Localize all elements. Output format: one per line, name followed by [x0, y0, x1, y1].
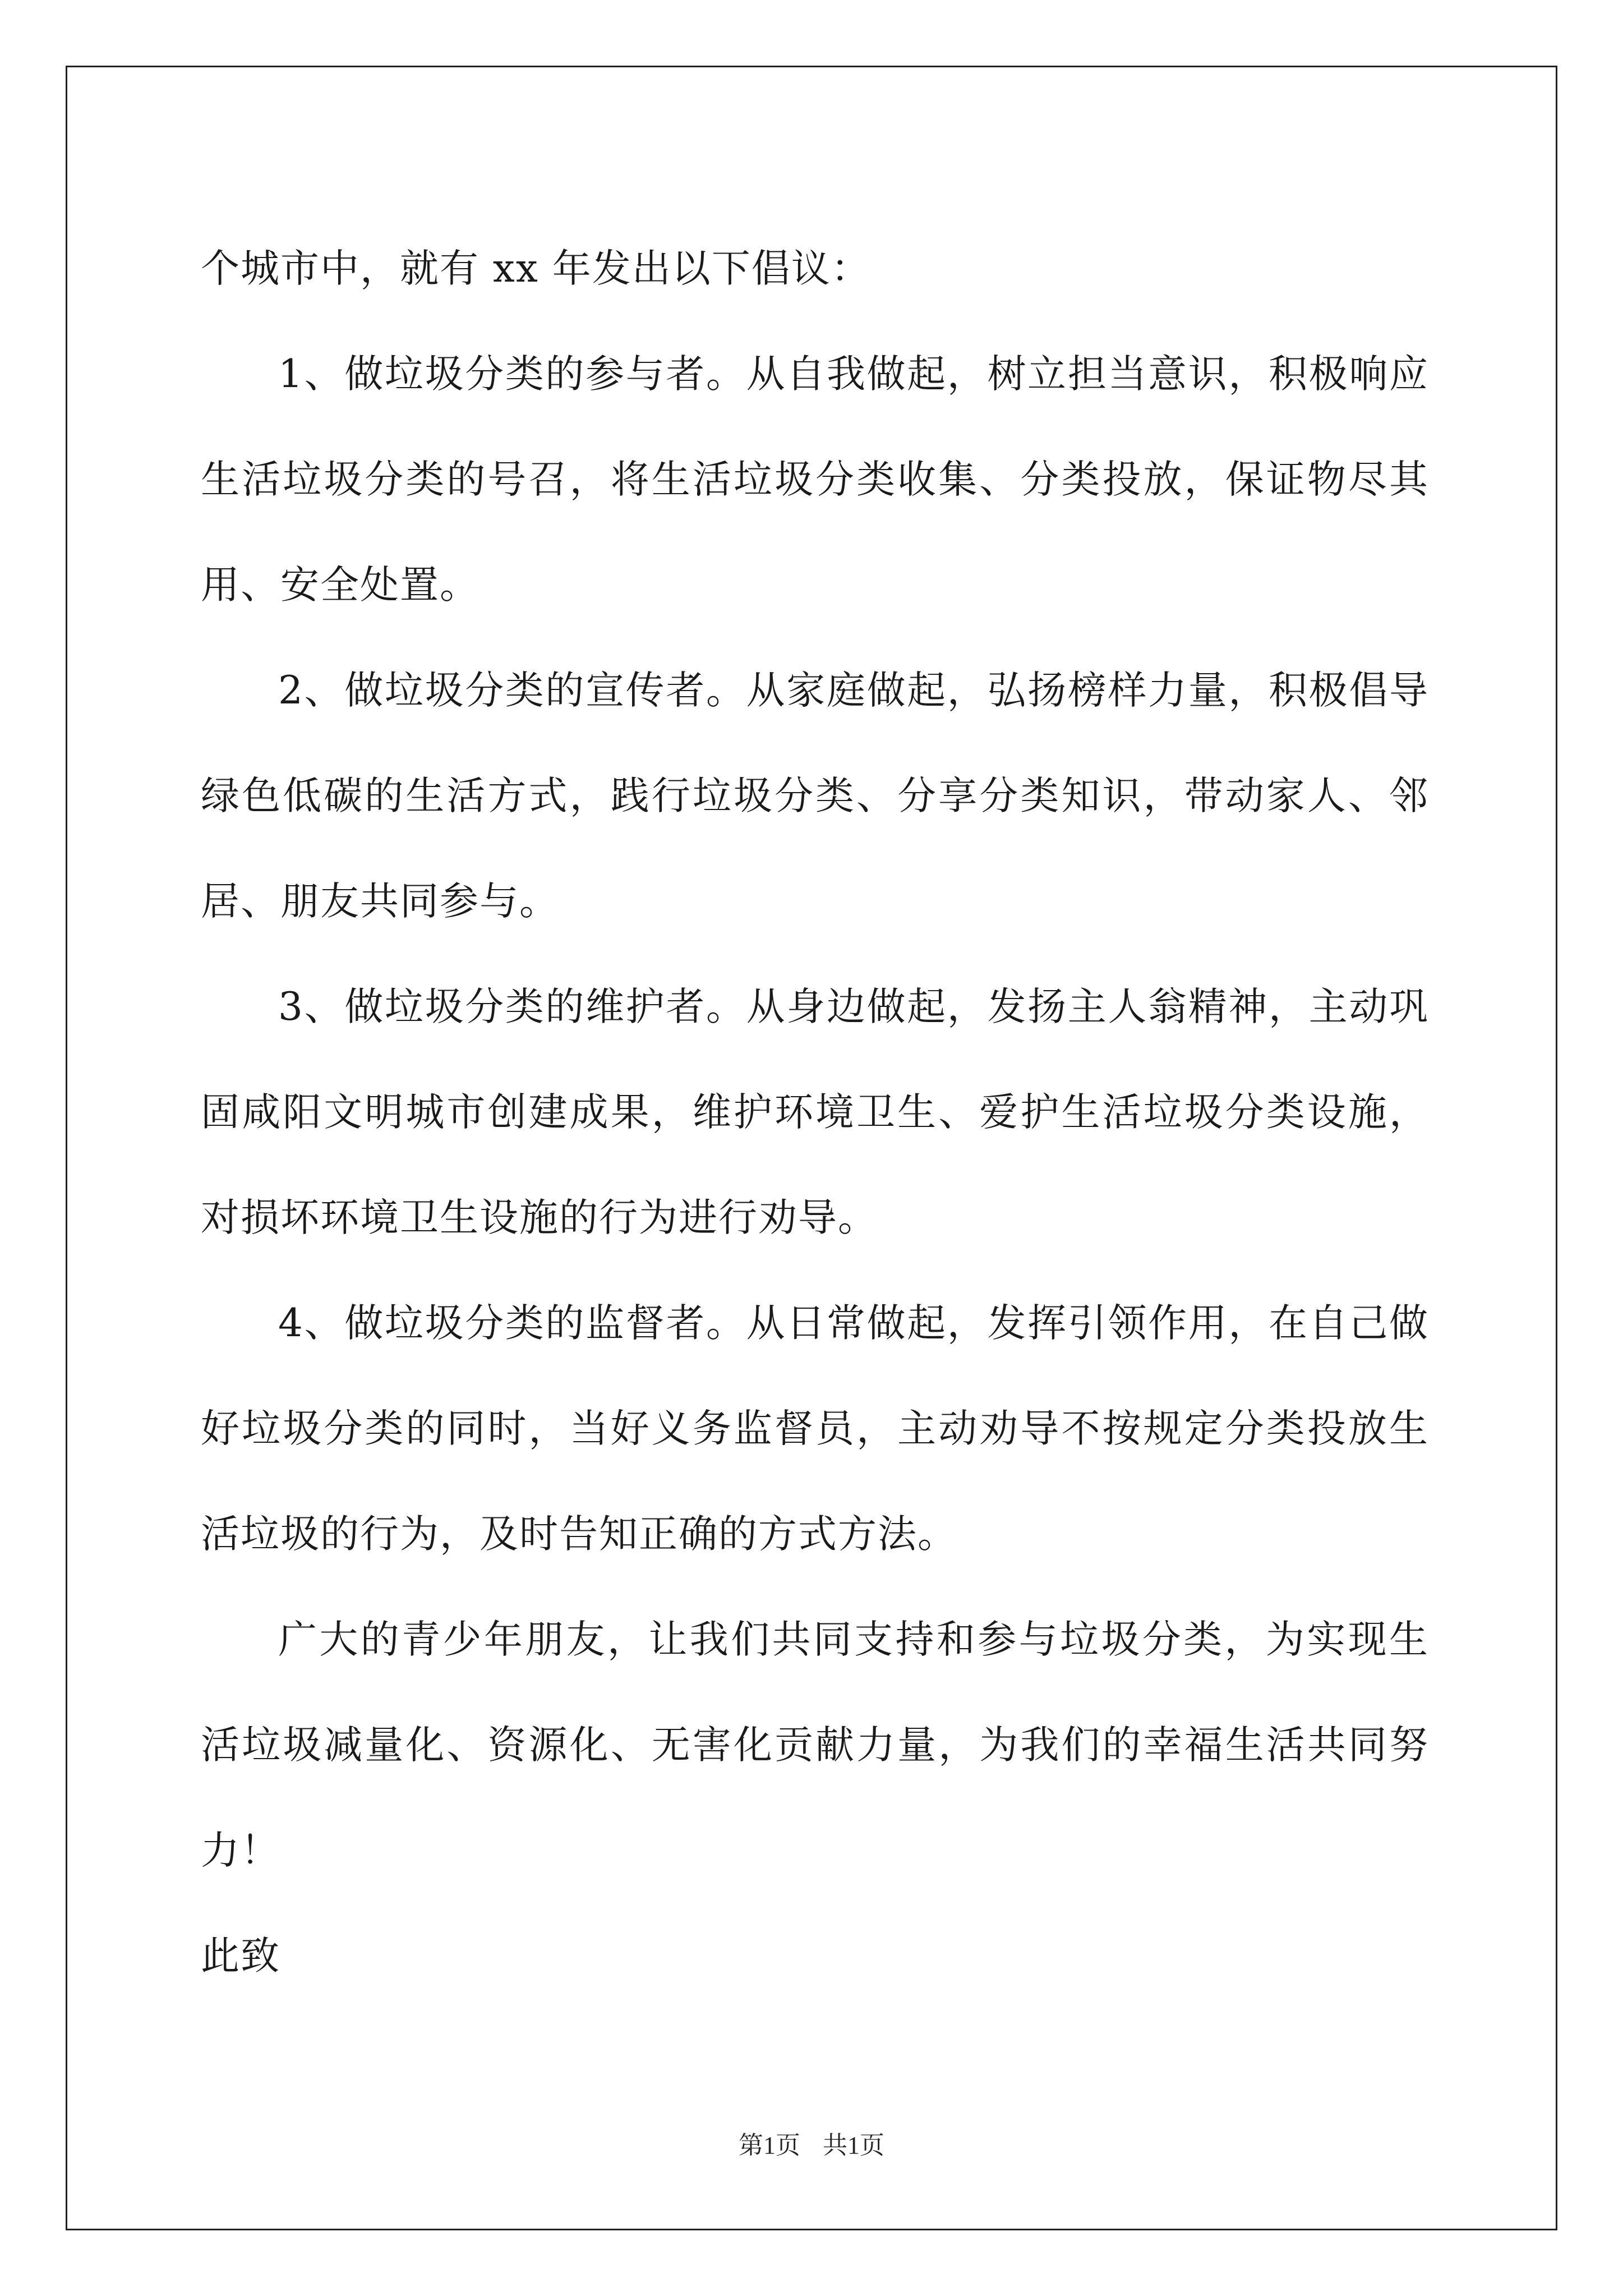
page-footer: [0, 2129, 1623, 2162]
page-number-current: 第1页: [739, 2132, 800, 2159]
page-number-total: 共1页: [823, 2132, 884, 2159]
paragraph-closing-appeal: 广大的青少年朋友，让我们共同支持和参与垃圾分类，为实现生活垃圾减量化、资源化、无害化贡献力量，为我们的幸福生活共同努力！: [201, 1617, 1429, 1873]
document-body: [201, 216, 1429, 2009]
paragraph-salutation: 此致: [201, 1934, 280, 1978]
paragraph-item-1: 1、做垃圾分类的参与者。从自我做起，树立担当意识，积极响应生活垃圾分类的号召，将生活垃圾分类收集、分类投放，保证物尽其用、安全处置。: [201, 352, 1429, 608]
paragraph-intro-continuation: 个城市中，就有 xx 年发出以下倡议：: [201, 246, 871, 291]
paragraph-item-2: 2、做垃圾分类的宣传者。从家庭做起，弘扬榜样力量，积极倡导绿色低碳的生活方式，践行垃圾分类、分享分类知识，带动家人、邻居、朋友共同参与。: [201, 668, 1429, 924]
paragraph-item-4: 4、做垃圾分类的监督者。从日常做起，发挥引领作用，在自己做好垃圾分类的同时，当好义务监督员，主动劝导不按规定分类投放生活垃圾的行为，及时告知正确的方式方法。: [201, 1301, 1429, 1557]
paragraph-item-3: 3、做垃圾分类的维护者。从身边做起，发扬主人翁精神，主动巩固咸阳文明城市创建成果，维护环境卫生、爱护生活垃圾分类设施，对损坏环境卫生设施的行为进行劝导。: [201, 984, 1429, 1240]
